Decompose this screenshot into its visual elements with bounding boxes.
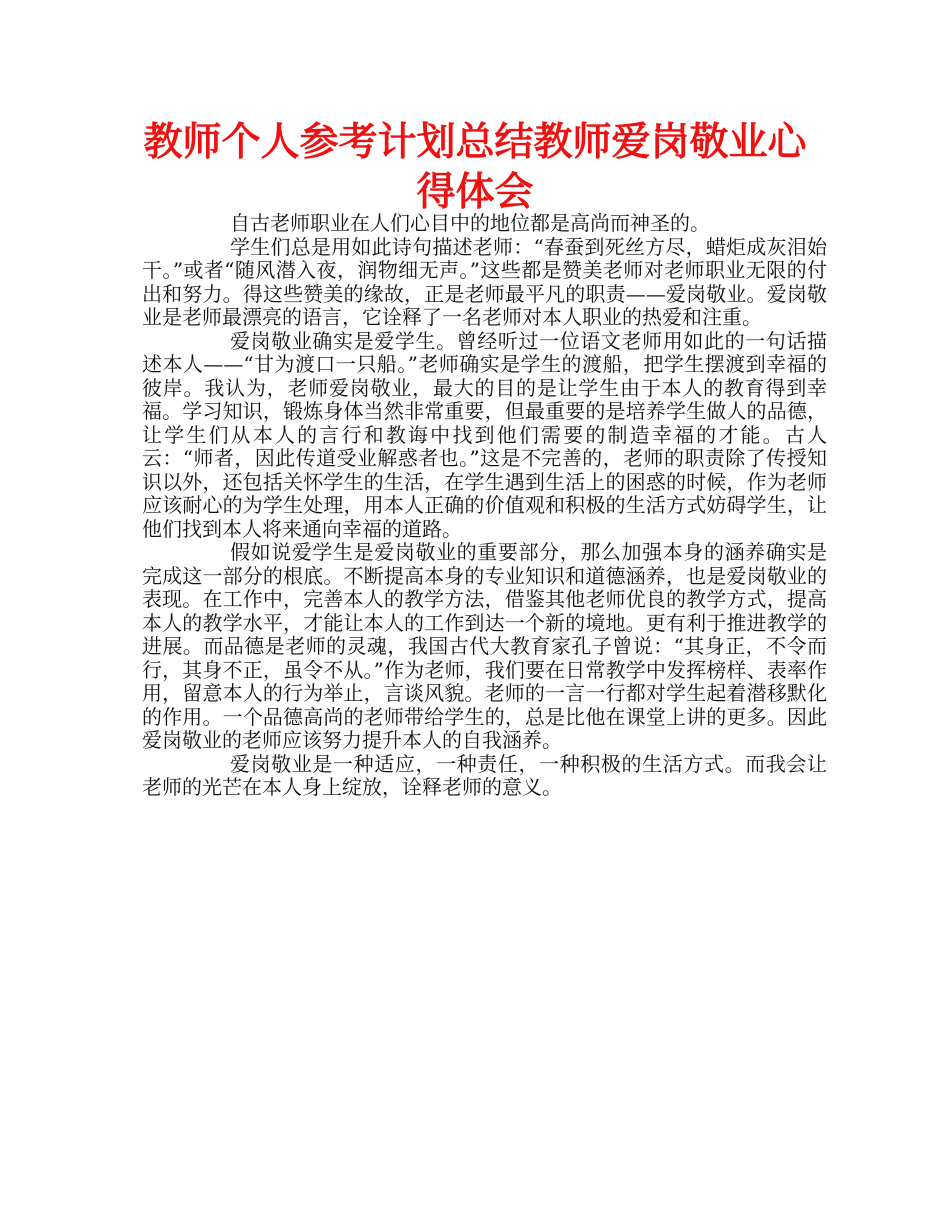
- paragraph-5: 爱岗敬业是一种适应，一种责任，一种积极的生活方式。而我会让老师的光芒在本人身上绽放，诠释老师的意义。: [142, 751, 827, 799]
- document-body: [142, 212, 827, 800]
- paragraph-1: 自古老师职业在人们心目中的地位都是高尚而神圣的。: [230, 211, 710, 235]
- document-title: 教师个人参考计划总结教师爱岗敬业心得体会: [143, 120, 807, 215]
- paragraph-2: 学生们总是用如此诗句描述老师：“春蚕到死丝方尽，蜡炬成灰泪始干。”或者“随风潜入夜，润物细无声。”这些都是赞美老师对老师职业无限的付出和努力。得这些赞美的缘故，正是老师最平凡的职责——爱岗敬业。爱岗敬业是老师最漂亮的语言，它诠释了一名老师对本人职业的热爱和注重。: [142, 234, 827, 329]
- paragraph-3: 爱岗敬业确实是爱学生。曾经听过一位语文老师用如此的一句话描述本人——“甘为渡口一只船。”老师确实是学生的渡船，把学生摆渡到幸福的彼岸。我认为，老师爱岗敬业，最大的目的是让学生由于本人的教育得到幸福。学习知识，锻炼身体当然非常重要，但最重要的是培养学生做人的品德，让学生们从本人的言行和教诲中找到他们需要的制造幸福的才能。古人云：“师者，因此传道受业解惑者也。”这是不完善的，老师的职责除了传授知识以外，还包括关怀学生的生活，在学生遇到生活上的困惑的时候，作为老师应该耐心的为学生处理，用本人正确的价值观和积极的生活方式妨碍学生，让他们找到本人将来通向幸福的道路。: [142, 328, 827, 541]
- paragraph-4: 假如说爱学生是爱岗敬业的重要部分，那么加强本身的涵养确实是完成这一部分的根底。不断提高本身的专业知识和道德涵养，也是爱岗敬业的表现。在工作中，完善本人的教学方法，借鉴其他老师优良的教学方式，提高本人的教学水平，才能让本人的工作到达一个新的境地。更有利于推进教学的进展。而品德是老师的灵魂，我国古代大教育家孔子曾说：“其身正，不令而行，其身不正，虽令不从。”作为老师，我们要在日常教学中发挥榜样、表率作用，留意本人的行为举止，言谈风貌。老师的一言一行都对学生起着潜移默化的作用。一个品德高尚的老师带给学生的，总是比他在课堂上讲的更多。因此爱岗敬业的老师应该努力提升本人的自我涵养。: [142, 540, 827, 752]
